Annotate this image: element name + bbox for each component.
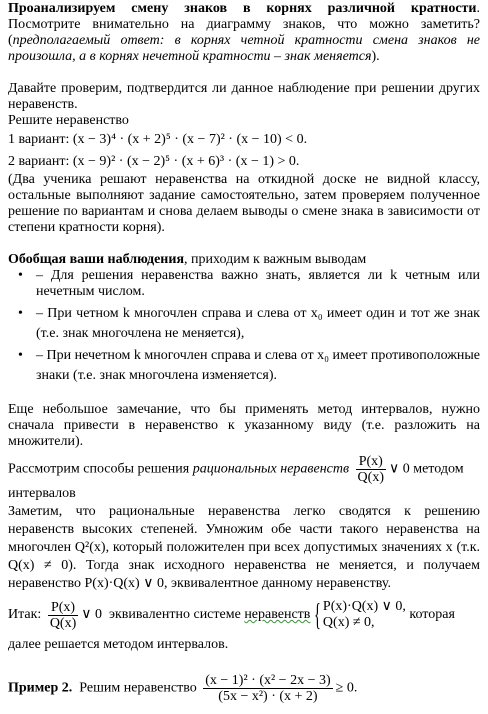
document xyxy=(8,0,480,704)
variant-1: 1 вариант: (x − 3)⁴ · (x + 2)⁵ · (x − 7)² · (x − 10) < 0. xyxy=(8,132,308,147)
section-heading: Проанализируем смену знаков в корнях различной кратности xyxy=(8,1,477,16)
variant-2-formula: (x − 9)² · (x − 2)⁵ · (x + 6)³ · (x − 1) > 0. xyxy=(72,154,300,169)
variant-2: 2 вариант: (x − 9)² · (x − 2)⁵ · (x + 6)³ · (x − 1) > 0. xyxy=(8,154,300,169)
bullet-icon: • xyxy=(18,348,23,363)
remark-paragraph: Еще небольшое замечание, что бы применять метод интервалов, нужно сначала привести в неравенство к указанному виду (т.е. разложить на множители). xyxy=(8,402,480,449)
check-paragraph: Давайте проверим, подтвердится ли данное наблюдение при решении других неравенств. xyxy=(8,81,480,112)
system-brace: { xyxy=(313,596,321,632)
bullet-icon: • xyxy=(18,268,23,283)
check-note: (Два ученика решают неравенства на откидной доске не видной классу, остальные выполняют задание самостоятельно, затем проверяем полученное решение по вариантам и снова делаем выводы о смене знака в зависимости от степени кратности корня). xyxy=(8,172,480,235)
summary-list xyxy=(8,268,480,386)
consider-paragraph: Рассмотрим способы решения рациональных неравенств $\frac{P(x)}{Q(x)}$ ∨ 0 методом интервалов xyxy=(8,454,464,501)
then-paragraph: Заметим, что рациональные неравенства легко сводятся к решению неравенств высоких степеней. Умножим обе части такого неравенства на многочлен Q²(x), который положителен при всех допустимых значениях x (т.к. Q(x) ≠ 0). Тогда знак исходного неравенства не меняется, и получаем неравенство P(x)·Q(x) ∨ 0, эквивалентное данному неравенству. xyxy=(8,504,480,591)
example-fraction: $\frac{\text{(x − 1)² · (x² − 2x − 3)}}{\text{(5x − x²) · (x + 2)}}$ xyxy=(205,673,331,704)
list-item: • – При нечетном k многочлен справа и слева от x₀ имеет противоположные знаки (т.е. знак многочлена изменяется). xyxy=(18,348,481,383)
bullet-icon: • xyxy=(18,306,23,321)
spellcheck-word: неравенств xyxy=(244,607,311,623)
itak-fraction: $\frac{P(x)}{Q(x)}$ xyxy=(49,599,77,631)
example-label: Пример 2. xyxy=(8,680,73,696)
expected-answer: предполагаемый ответ: в корнях четной кратности смена знаков не произошла, а в корнях нечетной кратности – знак меняется xyxy=(8,33,480,64)
variant-1-formula: (x − 3)⁴ · (x + 2)⁵ · (x − 7)² · (x − 10) < 0. xyxy=(72,132,308,147)
solve-label: Решите неравенство xyxy=(8,113,129,128)
section-intro: Проанализируем смену знаков в корнях различной кратности. Посмотрите внимательно на диаграмму знаков, что можно заметить? (предполагаемый ответ: в корнях четной кратности смена знаков не произошла, а в корнях нечетной кратности – знак меняется). xyxy=(8,1,480,64)
list-item: • – При четном k многочлен справа и слева от x₀ имеет один и тот же знак (т.е. знак многочлена не меняется), xyxy=(18,306,480,341)
question-text: Посмотрите внимательно на диаграмму знаков, что можно заметить? ( xyxy=(8,17,480,48)
list-item: • – Для решения неравенства важно знать, является ли k четным или нечетным числом. xyxy=(18,268,480,299)
rational-fraction: $\frac{P(x)}{Q(x)}$ xyxy=(357,454,384,485)
inequality-system: { P(x)·Q(x) ∨ 0, Q(x) ≠ 0, xyxy=(313,596,406,632)
example-paragraph: Пример 2. Решим неравенство $\frac{\text{(x − 1)² · (x² − 2x − 3)}}{\text{(5x − x²) · (x + 2)}}$ ≥ 0. xyxy=(8,673,358,704)
itak-tail: далее решается методом интервалов. xyxy=(8,637,229,652)
itak-paragraph: Итак: $\frac{P(x)}{Q(x)}$ ∨ 0 эквивалентно системе неравенств { P(x)·Q(x) ∨ 0, Q(x) ≠ 0, которая xyxy=(8,596,455,632)
summary-heading: Обобщая ваши наблюдения, приходим к важным выводам xyxy=(8,252,367,267)
